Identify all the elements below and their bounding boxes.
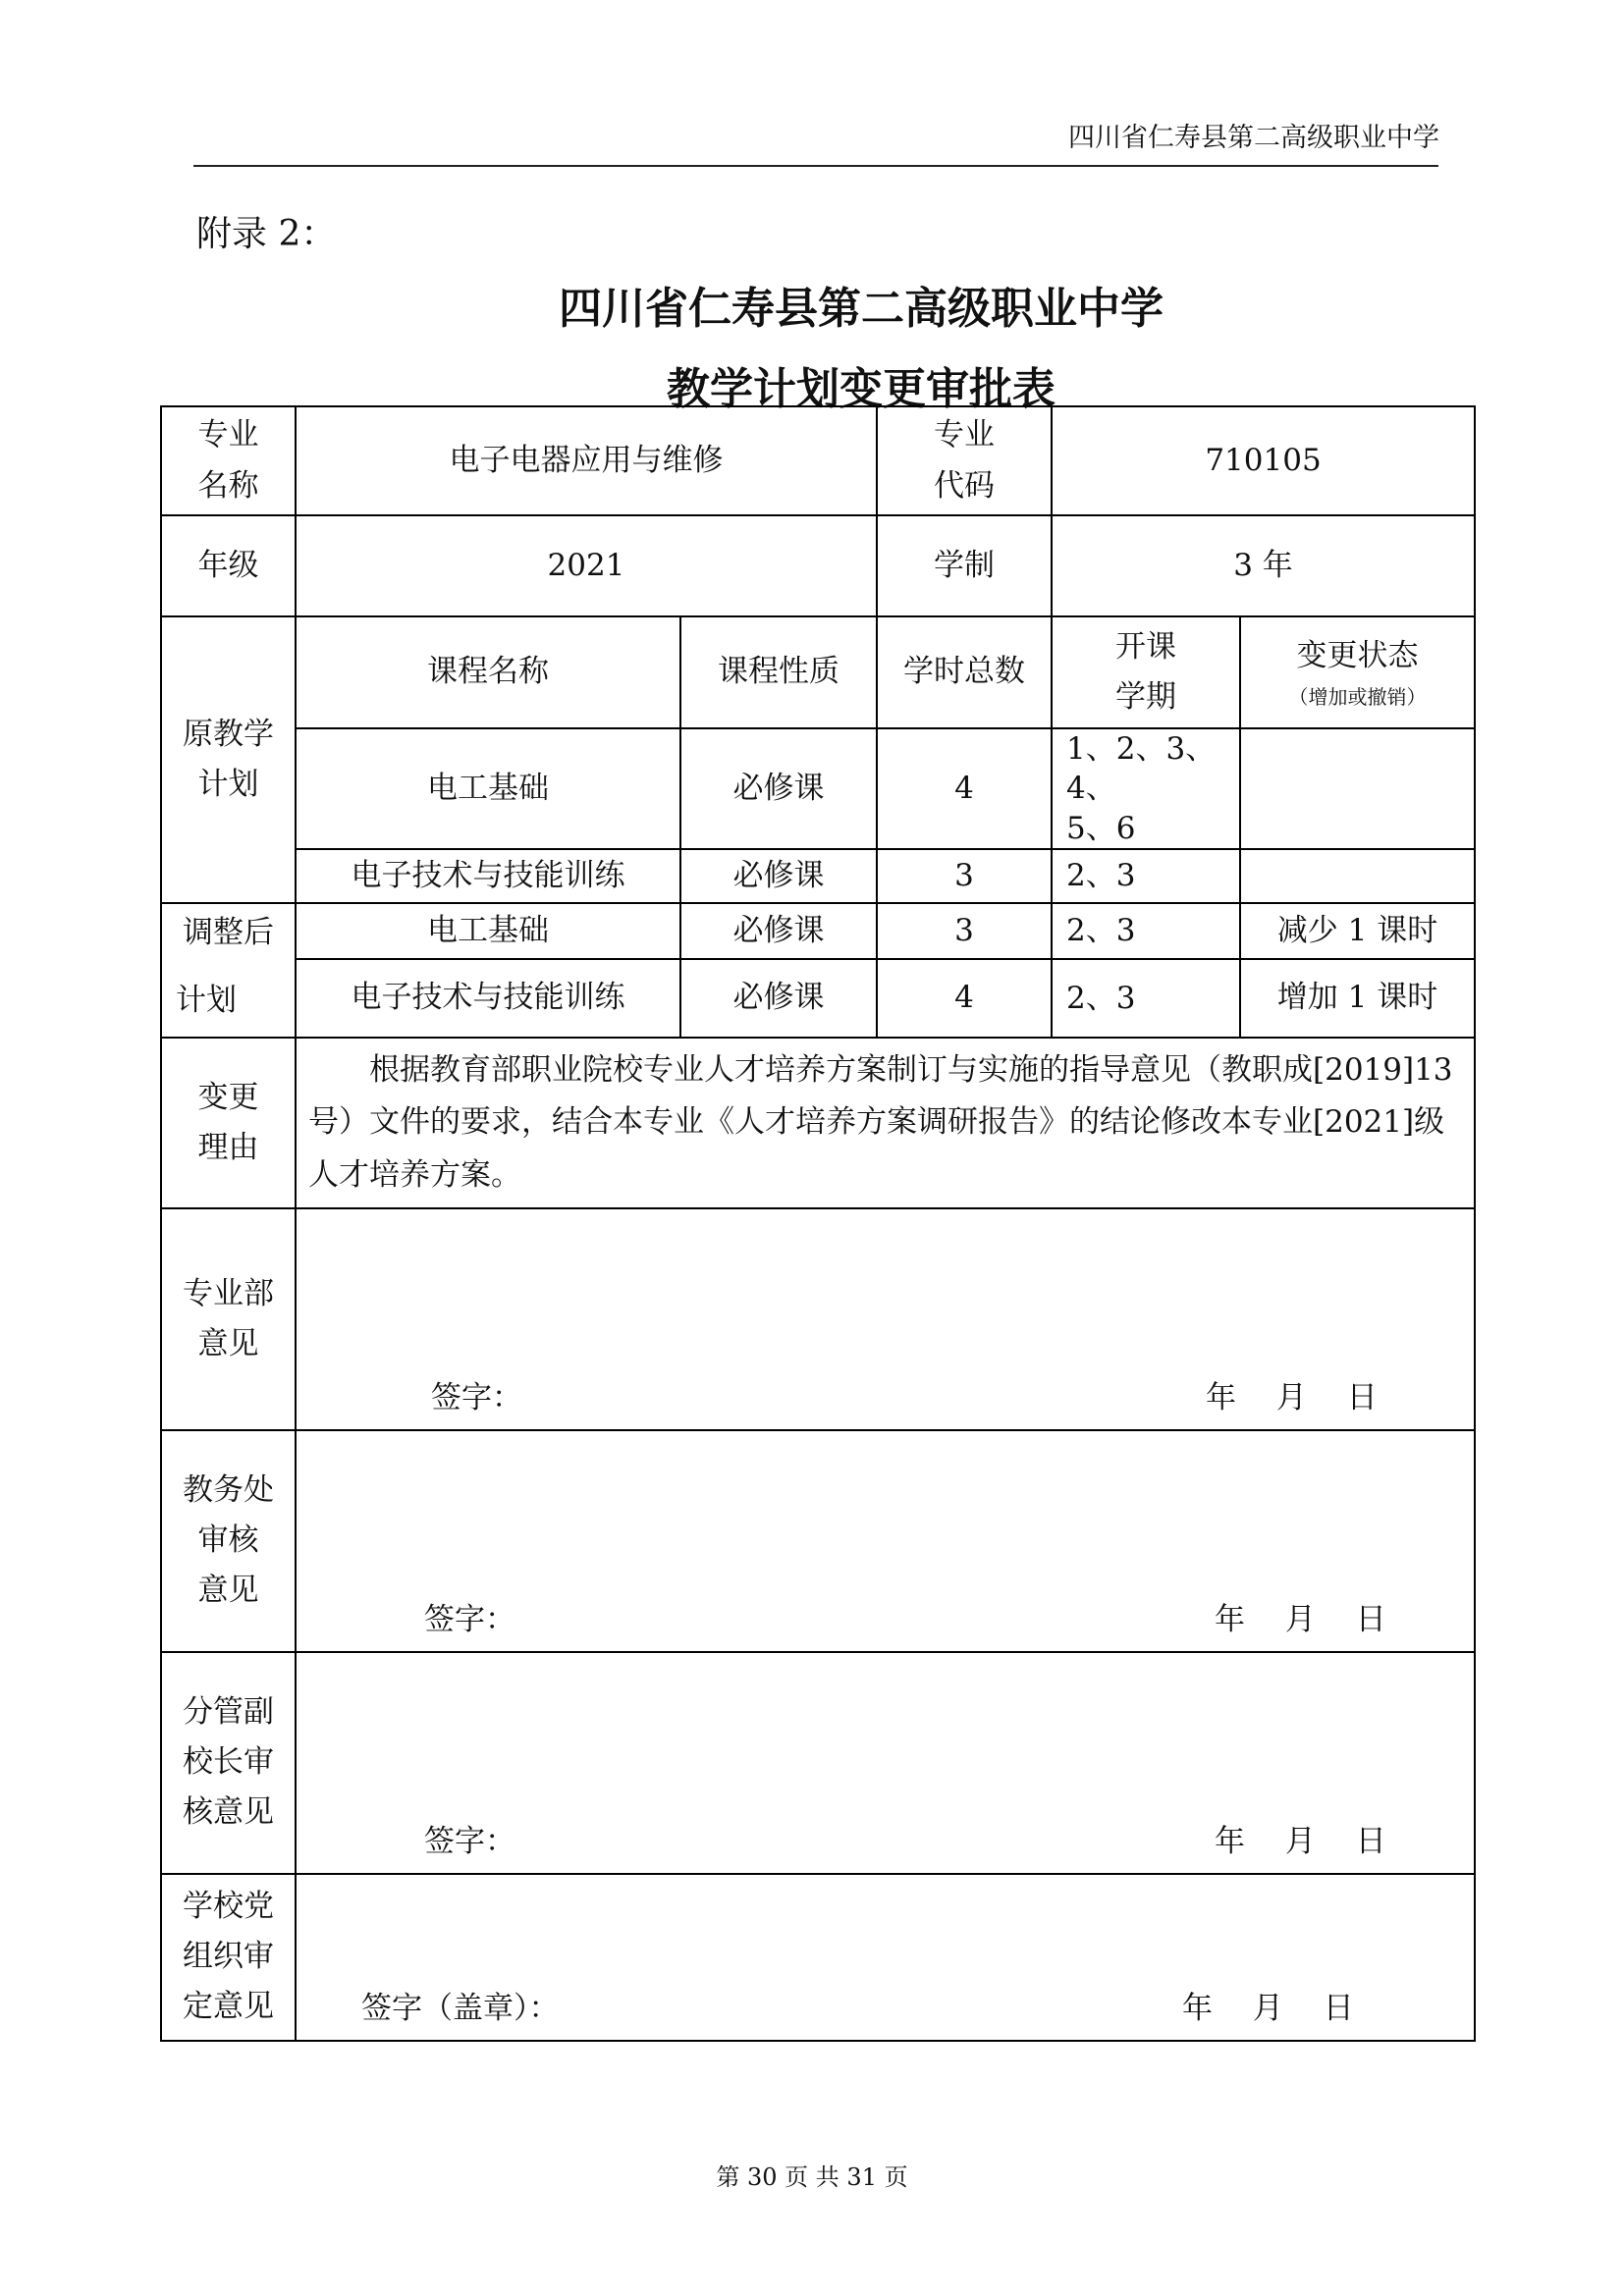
opinion-4-area [296,1874,1475,2041]
opinion-2-label: 教务处 审核 意见 [161,1430,296,1652]
original-row-2-type: 必修课 [680,849,877,903]
opinion-3-area [296,1652,1475,1874]
adjusted-row-1-name: 电工基础 [296,903,680,959]
original-row-2-name: 电子技术与技能训练 [296,849,680,903]
col-header-semester: 开课 学期 [1052,616,1240,728]
approval-form-table [160,405,1476,2042]
adjusted-row-2-semester: 2、3 [1052,959,1240,1038]
opinion-4-sign: 签字（盖章）： [361,1990,560,2026]
opinion-2-sign: 签字： [424,1601,515,1637]
change-status-note: （增加或撤销） [1288,685,1427,710]
grade-label: 年级 [161,515,296,616]
document-title: 四川省仁寿县第二高级职业中学 [559,284,1164,334]
appendix-label: 附录 2： [196,214,337,254]
reason-label: 变更 理由 [161,1038,296,1208]
duration-label: 学制 [877,515,1052,616]
major-name-value: 电子电器应用与维修 [296,406,877,515]
grade-value: 2021 [296,515,877,616]
opinion-3-label: 分管副 校长审 核意见 [161,1652,296,1874]
adjusted-row-1-type: 必修课 [680,903,877,959]
opinion-1-area [296,1208,1475,1430]
opinion-2-date: 年 月 日 [1215,1601,1386,1637]
col-header-change-status [1240,616,1475,728]
change-status-label: 变更状态 [1296,637,1419,673]
adjusted-row-2-type: 必修课 [680,959,877,1038]
major-code-label: 专业 代码 [877,406,1052,515]
opinion-2-area [296,1430,1475,1652]
col-header-course-name: 课程名称 [296,616,680,728]
original-row-1-name: 电工基础 [296,728,680,849]
page-number: 第 30 页 共 31 页 [716,2163,908,2191]
adjusted-plan-label [161,903,296,1038]
adjusted-row-2-hours: 4 [877,959,1052,1038]
major-name-label: 专业 名称 [161,406,296,515]
major-code-value: 710105 [1052,406,1475,515]
duration-value: 3 年 [1052,515,1475,616]
original-row-2-status [1240,849,1475,903]
adjusted-row-2-status: 增加 1 课时 [1240,959,1475,1038]
opinion-3-sign: 签字： [424,1823,515,1859]
header-divider [193,165,1438,167]
col-header-total-hours: 学时总数 [877,616,1052,728]
original-row-1-hours: 4 [877,728,1052,849]
col-header-course-type: 课程性质 [680,616,877,728]
adjusted-row-1-semester: 2、3 [1052,903,1240,959]
original-row-1-semester: 1、2、3、4、 5、6 [1052,728,1240,849]
opinion-1-label: 专业部 意见 [161,1208,296,1430]
adjusted-plan-label-line2: 计划 [176,983,237,1019]
original-row-2-hours: 3 [877,849,1052,903]
adjusted-row-2-name: 电子技术与技能训练 [296,959,680,1038]
document-subtitle: 教学计划变更审批表 [667,364,1056,414]
reason-text: 根据教育部职业院校专业人才培养方案制订与实施的指导意见（教职成[2019]13 号）文件的要求，结合本专业《人才培养方案调研报告》的结论修改本专业[2021]级人才培养方案。 [296,1038,1475,1208]
opinion-4-date: 年 月 日 [1182,1990,1354,2026]
opinion-4-label: 学校党 组织审 定意见 [161,1874,296,2041]
adjusted-row-1-status: 减少 1 课时 [1240,903,1475,959]
opinion-3-date: 年 月 日 [1215,1823,1386,1859]
header-school-name: 四川省仁寿县第二高级职业中学 [1068,123,1439,153]
adjusted-plan-label-line1: 调整后 [183,915,274,951]
adjusted-row-1-hours: 3 [877,903,1052,959]
original-row-1-type: 必修课 [680,728,877,849]
original-plan-label: 原教学 计划 [161,616,296,903]
opinion-1-date: 年 月 日 [1206,1379,1378,1415]
original-row-1-status [1240,728,1475,849]
opinion-1-sign: 签字： [431,1379,522,1415]
original-row-2-semester: 2、3 [1052,849,1240,903]
